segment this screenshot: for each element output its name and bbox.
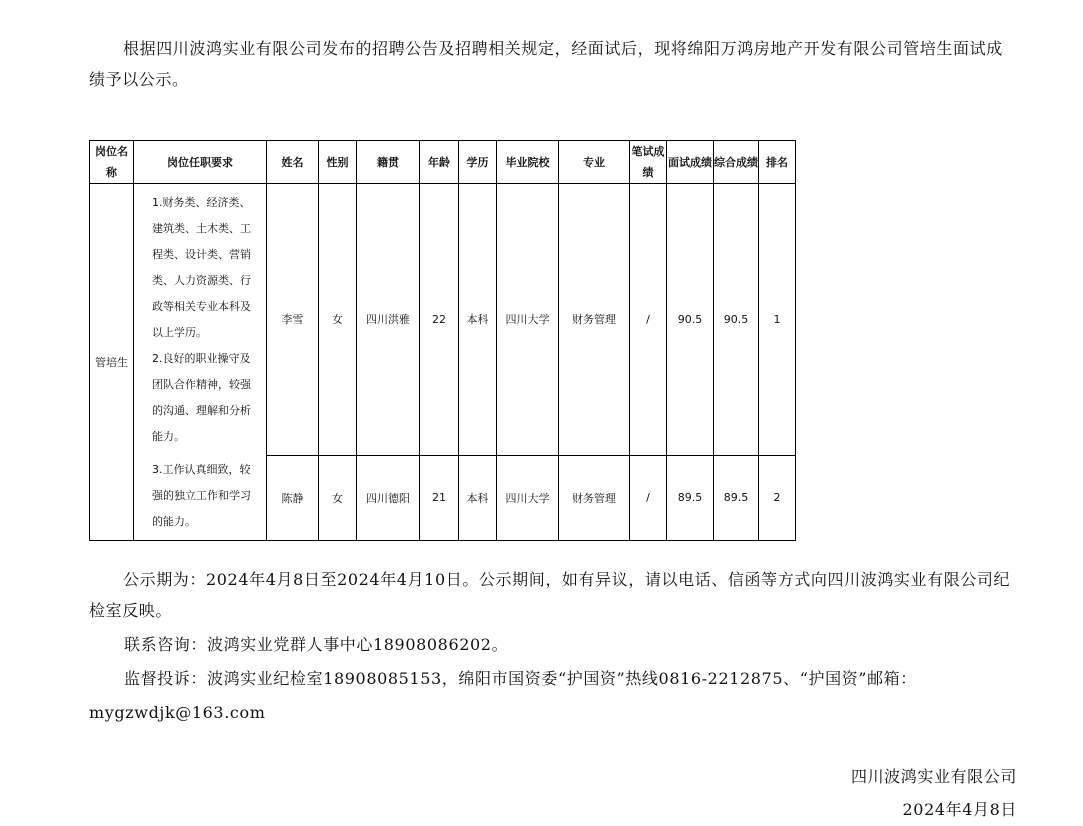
age-cell: 21 <box>420 455 459 541</box>
rank-cell: 2 <box>759 455 796 541</box>
signature-date: 2024年4月8日 <box>902 800 1017 819</box>
written-score-cell: / <box>630 455 667 541</box>
total-score-cell: 90.5 <box>714 184 759 456</box>
position-cell: 管培生 <box>90 184 134 541</box>
name-cell: 陈静 <box>267 455 319 541</box>
interview-score-cell: 90.5 <box>667 184 714 456</box>
notice-period-paragraph: 公示期为：2024年4月8日至2024年4月10日。公示期间，如有异议，请以电话、信函等方式向四川波鸿实业有限公司纪检室反映。 <box>89 570 1011 620</box>
header-cell: 笔试成绩 <box>630 141 667 184</box>
signature-company: 四川波鸿实业有限公司 <box>850 767 1017 786</box>
header-cell: 排名 <box>759 141 796 184</box>
header-cell: 学历 <box>459 141 497 184</box>
requirements-cell <box>134 455 267 541</box>
table-row <box>90 184 796 456</box>
origin-cell: 四川德阳 <box>357 455 420 541</box>
header-cell: 姓名 <box>267 141 319 184</box>
gender-cell: 女 <box>319 455 357 541</box>
school-cell: 四川大学 <box>497 455 559 541</box>
degree-cell: 本科 <box>459 184 497 456</box>
age-cell: 22 <box>420 184 459 456</box>
total-score-cell: 89.5 <box>714 455 759 541</box>
header-cell: 面试成绩 <box>667 141 714 184</box>
table-row <box>90 455 796 541</box>
complaint-line: 监督投诉：波鸿实业纪检室18908085153，绵阳市国资委“护国资”热线0816-2212875、“护国资”邮箱： <box>124 669 917 688</box>
degree-cell: 本科 <box>459 455 497 541</box>
requirements-cell <box>134 184 267 456</box>
header-cell: 年龄 <box>420 141 459 184</box>
intro-paragraph: 根据四川波鸿实业有限公司发布的招聘公告及招聘相关规定，经面试后，现将绵阳万鸿房地产开发有限公司管培生面试成绩予以公示。 <box>89 39 1003 89</box>
school-cell: 四川大学 <box>497 184 559 456</box>
requirements-text: 1.财务类、经济类、建筑类、土木类、工程类、设计类、营销类、人力资源类、行政等相关专业本科及以上学历。 2.良好的职业操守及团队合作精神，较强的沟通、理解和分析能力。 <box>152 196 251 443</box>
header-cell: 专业 <box>559 141 630 184</box>
major-cell: 财务管理 <box>559 455 630 541</box>
header-cell: 岗位名称 <box>90 141 134 184</box>
major-cell: 财务管理 <box>559 184 630 456</box>
gender-cell: 女 <box>319 184 357 456</box>
header-cell: 岗位任职要求 <box>134 141 267 184</box>
contact-line: 联系咨询：波鸿实业党群人事中心18908086202。 <box>124 635 509 654</box>
header-cell: 综合成绩 <box>714 141 759 184</box>
score-table <box>89 140 796 541</box>
written-score-cell: / <box>630 184 667 456</box>
requirements-text: 3.工作认真细致，较强的独立工作和学习的能力。 <box>152 463 251 528</box>
name-cell: 李雪 <box>267 184 319 456</box>
origin-cell: 四川洪雅 <box>357 184 420 456</box>
header-cell: 籍贯 <box>357 141 420 184</box>
complaint-email[interactable]: mygzwdjk@163.com <box>89 703 266 722</box>
table-header-row <box>90 141 796 184</box>
interview-score-cell: 89.5 <box>667 455 714 541</box>
header-cell: 性别 <box>319 141 357 184</box>
rank-cell: 1 <box>759 184 796 456</box>
header-cell: 毕业院校 <box>497 141 559 184</box>
